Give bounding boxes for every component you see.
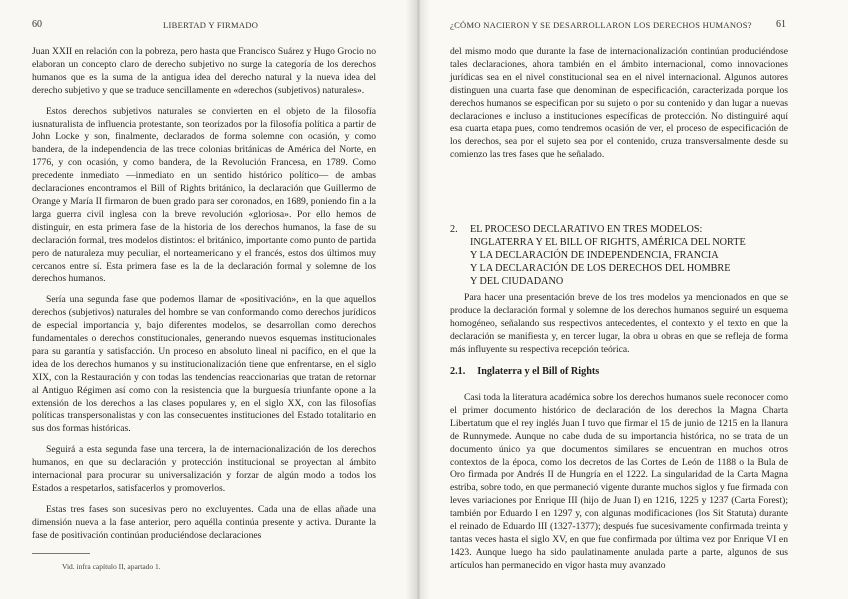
paragraph: Casi toda la literatura académica sobre los derechos humanos suele reconocer como el primer documento histórico de declaración de los derechos la Magna Charta Libertatum que el rey inglés Juan I tuvo que firmar el 15 de junio de 1215 en la llanura de Runnymede. Aunque no cabe duda de su importancia histórica, no se trata de un documento único ya que documentos similares se encuentran en muchos otros contextos de la época, como los decretos de las Cortes de León de 1188 o la Bula de Oro firmada por Andrés II de Hungría en el 1222. La singularidad de la Carta Magna estriba, sobre todo, en que permaneció vigente durante muchos siglos y fue firmada con leves variaciones por Enrique III (hijo de Juan I) en 1216, 1225 y 1237 (Carta Forest); también por Eduardo I en 1297 y, con algunas modificaciones (los Sit Statuta) durante el reinado de Eduardo III (1327-1377); después fue sucesivamente confirmada treinta y tantas veces hasta el siglo XV, en que fue confirmada por última vez por Enrique VI en 1423. Aunque luego ha sido paulatinamente anulada parte a parte, algunos de sus artículos han permanecido en vigor hasta muy avanzado — [450, 392, 788, 571]
subsection-number: 2.1. — [450, 366, 466, 377]
left-page-number: 60 — [32, 19, 42, 30]
paragraph: Para hacer una presentación breve de los tres modelos ya mencionados en que se produce la declaración formal y solemne de los derechos humanos seguiré un esquema homogéneo, señalando sus respectivos antecedentes, el contexto y el texto en que la declaración se manifiesta y, en tercer lugar, la obra u obras en que se refleja de forma más influyente su respectiva recepción teórica. — [450, 292, 788, 355]
section-number: 2. — [450, 224, 458, 235]
paragraph: Juan XXII en relación con la pobreza, pero hasta que Francisco Suárez y Hugo Grocio no elaboran un concepto claro de derecho subjetivo no surge la categoría de los derechos humanos que es la suma de la antigua idea del derecho natural y la nueva idea del derecho subjetivo y que se traduce sencillamente en «derechos (subjetivos) naturales». — [32, 46, 376, 96]
subsection-body-text — [450, 392, 788, 581]
subsection-title: Inglaterra y el Bill of Rights — [477, 366, 600, 377]
section-title-line: INGLATERRA Y EL BILL OF RIGHTS, AMÉRICA DEL NORTE — [470, 237, 746, 248]
section-title-line: EL PROCESO DECLARATIVO EN TRES MODELOS: — [470, 224, 703, 235]
section-title-line: Y DEL CIUDADANO — [470, 276, 564, 287]
left-body-text — [32, 46, 376, 551]
section-title-line: Y LA DECLARACIÓN DE INDEPENDENCIA, FRANCIA — [470, 250, 719, 261]
section-body-text — [450, 292, 788, 365]
paragraph: Sería una segunda fase que podemos llamar de «positivación», en la que aquellos derechos (subjetivos) naturales del hombre se van conformando como derechos jurídicos de especial importancia y, bajo diferentes modelos, se desarrollan como derechos fundamentales o derechos constitucionales, generando nuevos esquemas institucionales para su garantía y satisfacción. Un proceso en absoluto lineal ni pacífico, en el que la idea de los derechos humanos y su institucionalización tiene que enfrentarse, en el siglo XIX, con la Restauración y con todas las tendencias reaccionarias que tratan de retornar al Antiguo Régimen así como con la resistencia que la burguesía triunfante opone a la extensión de los derechos a las clases populares y, en el siglo XX, con las filosofías políticas transpersonalistas y con las consecuentes instituciones del Estado totalitario en sus dos formas históricas. — [32, 294, 376, 435]
footnote-rule — [32, 553, 90, 554]
section-title-line: Y LA DECLARACIÓN DE LOS DERECHOS DEL HOMBRE — [470, 263, 731, 274]
left-running-header: LIBERTAD Y FIRMADO — [163, 20, 259, 30]
book-gutter — [406, 0, 430, 599]
paragraph: Estas tres fases son sucesivas pero no excluyentes. Cada una de ellas añade una dimensión nueva a la fase anterior, pero aquélla continúa presente y activa. Durante la fase de positivación continúan produciéndose declaraciones — [32, 503, 376, 541]
right-running-header: ¿CÓMO NACIERON Y SE DESARROLLARON LOS DERECHOS HUMANOS? — [450, 20, 752, 30]
paragraph: del mismo modo que durante la fase de internacionalización continúan produciéndose tales declaraciones, ahora también en el ámbito internacional, como innovaciones jurídicas sea en el nivel constitucional sea en el nivel internacional. Algunos autores distinguen una cuarta fase que denominan de especificación, caracterizada porque los derechos humanos se especifican por su sujeto o por su contenido y dan lugar a nuevas declaraciones e incluso a instituciones específicas de protección. No distinguiré aquí esa cuarta etapa pues, como tendremos ocasión de ver, el proceso de especificación de los derechos, sea por el sujeto sea por el contenido, cruza transversalmente desde su comienzo las tres fases que he señalado. — [450, 46, 788, 161]
paragraph: Seguirá a esta segunda fase una tercera, la de internacionalización de los derechos humanos, en que su declaración y protección institucional se proyectan al ámbito internacional para procurar su universalización y forzar de algún modo a todos los Estados a respetarlos, satisfacerlos y promoverlos. — [32, 444, 376, 494]
right-page-number: 61 — [776, 19, 786, 30]
footnote: Vid. infra capítulo II, apartado 1. — [62, 562, 161, 571]
paragraph: Estos derechos subjetivos naturales se convierten en el objeto de la filosofía iusnaturalista de influencia protestante, son teorizados por la filosofía política a partir de John Locke y son, finalmente, declarados de forma solemne con ocasión, y como bandera, de la independencia de las trece colonias británicas de América del Norte, en 1776, y con ocasión, y como bandera, de la Revolución Francesa, en 1789. Como precedente inmediato —inmediato en un sentido histórico político— de ambas declaraciones encontramos el Bill of Rights británico, la declaración que Guillermo de Orange y María II firmaron de buen grado para ser coronados, en 1689, poniendo fin a la larga guerra civil inglesa con la breve revolución «gloriosa». Por ello hemos de distinguir, en esta primera fase de la historia de los derechos humanos, la fase de su declaración formal, tres modelos distintos: el británico, importante como punto de partida pero de naturaleza muy peculiar, el norteamericano y el francés, estos dos últimos muy cercanos entre sí. Esta primera fase es la de la declaración formal y solemne de los derechos humanos. — [32, 105, 376, 285]
right-intro-text — [450, 46, 788, 170]
section-heading — [450, 223, 790, 288]
subsection-heading — [450, 366, 599, 377]
left-page — [0, 0, 420, 599]
